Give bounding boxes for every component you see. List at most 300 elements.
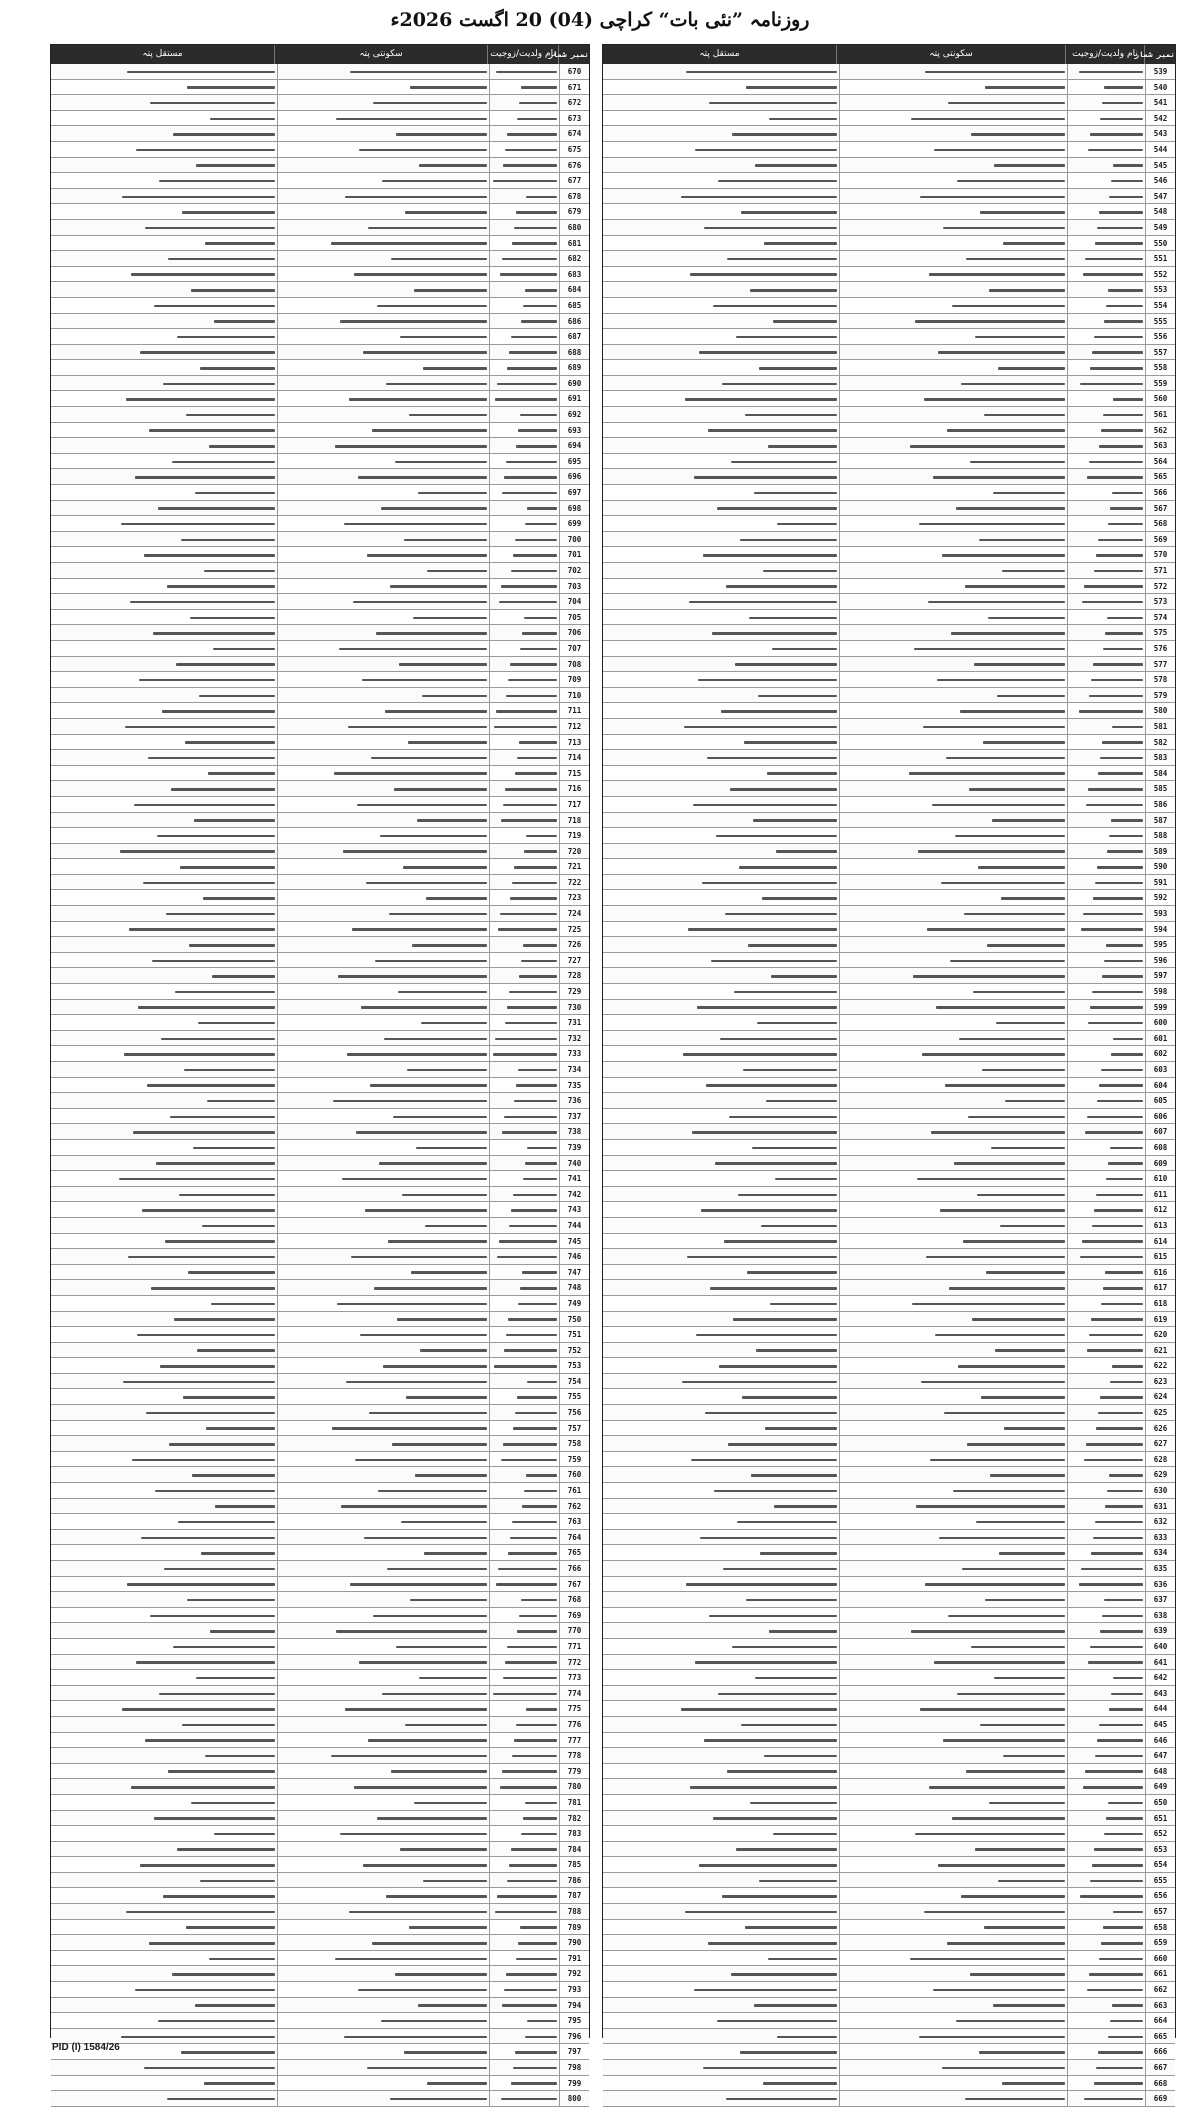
serial-number-cell: 677: [559, 173, 589, 188]
name-cell: [489, 937, 559, 952]
serial-number-cell: 783: [559, 1826, 589, 1841]
serial-number-cell: 624: [1145, 1389, 1175, 1404]
serial-number-cell: 622: [1145, 1358, 1175, 1373]
name-cell: [489, 1873, 559, 1888]
permanent-address-cell: [51, 1592, 277, 1607]
serial-number-cell: 720: [559, 844, 589, 859]
name-cell: [1067, 750, 1145, 765]
residential-address-cell: [277, 906, 489, 921]
name-cell: [489, 532, 559, 547]
residential-address-cell: [277, 890, 489, 905]
serial-number-cell: 717: [559, 797, 589, 812]
permanent-address-cell: [603, 2044, 839, 2059]
name-cell: [1067, 1343, 1145, 1358]
permanent-address-cell: [51, 1280, 277, 1295]
table-row: [603, 1296, 1175, 1312]
name-cell: [489, 703, 559, 718]
name-cell: [489, 220, 559, 235]
permanent-address-cell: [51, 750, 277, 765]
table-row: [51, 95, 589, 111]
permanent-address-cell: [51, 236, 277, 251]
name-cell: [1067, 251, 1145, 266]
name-cell: [489, 1171, 559, 1186]
serial-number-cell: 630: [1145, 1483, 1175, 1498]
permanent-address-cell: [51, 220, 277, 235]
permanent-address-cell: [51, 922, 277, 937]
serial-number-cell: 550: [1145, 236, 1175, 251]
residential-address-cell: [277, 1577, 489, 1592]
table-row: [603, 1312, 1175, 1328]
permanent-address-cell: [603, 688, 839, 703]
permanent-address-cell: [603, 236, 839, 251]
permanent-address-cell: [51, 1655, 277, 1670]
table-row: [603, 750, 1175, 766]
permanent-address-cell: [603, 703, 839, 718]
serial-number-cell: 774: [559, 1686, 589, 1701]
serial-number-cell: 791: [559, 1951, 589, 1966]
permanent-address-cell: [603, 1389, 839, 1404]
serial-number-cell: 707: [559, 641, 589, 656]
name-cell: [489, 454, 559, 469]
residential-address-cell: [277, 314, 489, 329]
residential-address-cell: [277, 1764, 489, 1779]
permanent-address-cell: [51, 1358, 277, 1373]
serial-number-cell: 667: [1145, 2060, 1175, 2075]
permanent-address-cell: [51, 1998, 277, 2013]
name-cell: [1067, 1733, 1145, 1748]
permanent-address-cell: [51, 1920, 277, 1935]
serial-number-cell: 777: [559, 1733, 589, 1748]
serial-number-cell: 671: [559, 80, 589, 95]
permanent-address-cell: [51, 906, 277, 921]
residential-address-cell: [277, 1623, 489, 1638]
permanent-address-cell: [51, 485, 277, 500]
name-cell: [489, 1842, 559, 1857]
residential-address-cell: [839, 1779, 1067, 1794]
table-row: [603, 906, 1175, 922]
serial-number-cell: 681: [559, 236, 589, 251]
table-row: [51, 142, 589, 158]
name-cell: [1067, 1280, 1145, 1295]
table-row: [603, 890, 1175, 906]
serial-number-cell: 584: [1145, 766, 1175, 781]
table-row: [51, 1873, 589, 1889]
residential-address-cell: [839, 142, 1067, 157]
name-cell: [489, 672, 559, 687]
table-row: [603, 1483, 1175, 1499]
residential-address-cell: [277, 2091, 489, 2106]
permanent-address-cell: [603, 2013, 839, 2028]
listing-table-right: [602, 44, 1176, 2104]
residential-address-cell: [839, 1717, 1067, 1732]
permanent-address-cell: [603, 579, 839, 594]
name-cell: [1067, 1109, 1145, 1124]
serial-number-cell: 694: [559, 438, 589, 453]
residential-address-cell: [277, 922, 489, 937]
permanent-address-cell: [51, 641, 277, 656]
serial-number-cell: 565: [1145, 469, 1175, 484]
table-row: [51, 158, 589, 174]
name-cell: [489, 1124, 559, 1139]
table-row: [603, 1655, 1175, 1671]
permanent-address-cell: [603, 672, 839, 687]
table-row: [51, 1701, 589, 1717]
table-row: [603, 1966, 1175, 1982]
serial-number-cell: 548: [1145, 204, 1175, 219]
name-cell: [1067, 875, 1145, 890]
permanent-address-cell: [603, 64, 839, 79]
permanent-address-cell: [51, 1795, 277, 1810]
table-row: [603, 1327, 1175, 1343]
residential-address-cell: [839, 2060, 1067, 2075]
residential-address-cell: [839, 298, 1067, 313]
table-row: [51, 828, 589, 844]
permanent-address-cell: [603, 1701, 839, 1716]
permanent-address-cell: [51, 1935, 277, 1950]
residential-address-cell: [839, 360, 1067, 375]
table-row: [51, 953, 589, 969]
serial-number-cell: 767: [559, 1577, 589, 1592]
residential-address-cell: [277, 579, 489, 594]
serial-number-cell: 702: [559, 563, 589, 578]
name-cell: [489, 1623, 559, 1638]
residential-address-cell: [839, 1530, 1067, 1545]
table-row: [603, 173, 1175, 189]
name-cell: [489, 1078, 559, 1093]
residential-address-cell: [839, 1046, 1067, 1061]
residential-address-cell: [839, 189, 1067, 204]
residential-address-cell: [839, 1982, 1067, 1997]
table-row: [51, 1577, 589, 1593]
table-row: [603, 781, 1175, 797]
name-cell: [489, 282, 559, 297]
serial-number-cell: 553: [1145, 282, 1175, 297]
table-row: [51, 204, 589, 220]
residential-address-cell: [277, 345, 489, 360]
table-row: [51, 1078, 589, 1094]
permanent-address-cell: [51, 1764, 277, 1779]
residential-address-cell: [839, 2076, 1067, 2091]
residential-address-cell: [839, 376, 1067, 391]
permanent-address-cell: [603, 1265, 839, 1280]
residential-address-cell: [839, 1124, 1067, 1139]
table-row: [51, 735, 589, 751]
serial-number-cell: 570: [1145, 547, 1175, 562]
table-row: [51, 688, 589, 704]
permanent-address-cell: [603, 1545, 839, 1560]
permanent-address-cell: [51, 766, 277, 781]
permanent-address-cell: [603, 922, 839, 937]
serial-number-cell: 787: [559, 1888, 589, 1903]
name-cell: [1067, 1452, 1145, 1467]
table-row: [603, 204, 1175, 220]
table-row: [51, 516, 589, 532]
permanent-address-cell: [51, 781, 277, 796]
serial-number-cell: 698: [559, 501, 589, 516]
residential-address-cell: [277, 1031, 489, 1046]
permanent-address-cell: [603, 1296, 839, 1311]
residential-address-cell: [839, 906, 1067, 921]
serial-number-cell: 664: [1145, 2013, 1175, 2028]
name-cell: [489, 1857, 559, 1872]
residential-address-cell: [839, 1156, 1067, 1171]
table-row: [51, 1031, 589, 1047]
serial-number-cell: 775: [559, 1701, 589, 1716]
permanent-address-cell: [51, 501, 277, 516]
table-row: [51, 1670, 589, 1686]
residential-address-cell: [839, 2013, 1067, 2028]
residential-address-cell: [277, 267, 489, 282]
serial-number-cell: 754: [559, 1374, 589, 1389]
table-row: [603, 391, 1175, 407]
table-row: [51, 1187, 589, 1203]
serial-number-cell: 736: [559, 1093, 589, 1108]
residential-address-cell: [277, 1608, 489, 1623]
permanent-address-cell: [603, 501, 839, 516]
permanent-address-cell: [51, 1639, 277, 1654]
serial-number-cell: 773: [559, 1670, 589, 1685]
serial-number-cell: 734: [559, 1062, 589, 1077]
permanent-address-cell: [603, 1187, 839, 1202]
table-row: [51, 1280, 589, 1296]
permanent-address-cell: [51, 1062, 277, 1077]
name-cell: [1067, 454, 1145, 469]
name-cell: [1067, 1389, 1145, 1404]
serial-number-cell: 551: [1145, 251, 1175, 266]
table-row: [51, 859, 589, 875]
serial-number-cell: 554: [1145, 298, 1175, 313]
residential-address-cell: [277, 735, 489, 750]
serial-number-cell: 752: [559, 1343, 589, 1358]
residential-address-cell: [839, 501, 1067, 516]
permanent-address-cell: [51, 1312, 277, 1327]
permanent-address-cell: [603, 813, 839, 828]
name-cell: [1067, 781, 1145, 796]
name-cell: [1067, 1717, 1145, 1732]
table-row: [51, 1265, 589, 1281]
serial-number-cell: 731: [559, 1015, 589, 1030]
residential-address-cell: [277, 797, 489, 812]
name-cell: [1067, 267, 1145, 282]
residential-address-cell: [839, 2044, 1067, 2059]
serial-number-cell: 636: [1145, 1577, 1175, 1592]
table-row: [51, 1327, 589, 1343]
table-body: [603, 64, 1175, 2104]
table-row: [603, 1920, 1175, 1936]
residential-address-cell: [277, 1717, 489, 1732]
serial-number-cell: 585: [1145, 781, 1175, 796]
residential-address-cell: [277, 501, 489, 516]
residential-address-cell: [839, 1171, 1067, 1186]
residential-address-cell: [839, 1187, 1067, 1202]
table-row: [603, 953, 1175, 969]
permanent-address-cell: [603, 563, 839, 578]
serial-number-cell: 676: [559, 158, 589, 173]
serial-number-cell: 599: [1145, 1000, 1175, 1015]
permanent-address-cell: [51, 1530, 277, 1545]
table-row: [603, 2060, 1175, 2076]
permanent-address-cell: [51, 1452, 277, 1467]
permanent-address-cell: [51, 953, 277, 968]
serial-number-cell: 772: [559, 1655, 589, 1670]
name-cell: [489, 2013, 559, 2028]
residential-address-cell: [277, 2029, 489, 2044]
residential-address-cell: [839, 1608, 1067, 1623]
residential-address-cell: [839, 1935, 1067, 1950]
residential-address-cell: [277, 2076, 489, 2091]
name-cell: [489, 1249, 559, 1264]
residential-address-cell: [277, 1545, 489, 1560]
name-cell: [1067, 1187, 1145, 1202]
residential-address-cell: [277, 625, 489, 640]
permanent-address-cell: [603, 1779, 839, 1794]
name-cell: [1067, 1000, 1145, 1015]
table-row: [51, 1826, 589, 1842]
residential-address-cell: [839, 937, 1067, 952]
permanent-address-cell: [603, 1966, 839, 1981]
permanent-address-cell: [603, 1358, 839, 1373]
name-cell: [1067, 1405, 1145, 1420]
name-cell: [489, 1748, 559, 1763]
residential-address-cell: [277, 1655, 489, 1670]
table-row: [603, 1545, 1175, 1561]
residential-address-cell: [839, 251, 1067, 266]
serial-number-cell: 572: [1145, 579, 1175, 594]
permanent-address-cell: [51, 1046, 277, 1061]
serial-number-cell: 655: [1145, 1873, 1175, 1888]
serial-number-cell: 620: [1145, 1327, 1175, 1342]
serial-number-cell: 693: [559, 423, 589, 438]
name-cell: [1067, 1795, 1145, 1810]
permanent-address-cell: [51, 1982, 277, 1997]
name-cell: [1067, 1966, 1145, 1981]
permanent-address-cell: [51, 859, 277, 874]
name-cell: [1067, 828, 1145, 843]
name-cell: [489, 360, 559, 375]
residential-address-cell: [839, 1015, 1067, 1030]
table-row: [603, 1701, 1175, 1717]
serial-number-cell: 601: [1145, 1031, 1175, 1046]
table-row: [603, 1249, 1175, 1265]
serial-number-cell: 645: [1145, 1717, 1175, 1732]
permanent-address-cell: [51, 735, 277, 750]
table-row: [603, 2076, 1175, 2092]
name-cell: [489, 1093, 559, 1108]
table-row: [51, 1811, 589, 1827]
residential-address-cell: [839, 1811, 1067, 1826]
table-row: [603, 158, 1175, 174]
table-row: [603, 516, 1175, 532]
name-cell: [1067, 1904, 1145, 1919]
serial-number-cell: 646: [1145, 1733, 1175, 1748]
name-cell: [489, 1436, 559, 1451]
name-cell: [1067, 1140, 1145, 1155]
permanent-address-cell: [51, 1093, 277, 1108]
serial-number-cell: 647: [1145, 1748, 1175, 1763]
serial-number-cell: 784: [559, 1842, 589, 1857]
permanent-address-cell: [51, 1234, 277, 1249]
serial-number-cell: 741: [559, 1171, 589, 1186]
name-cell: [1067, 1873, 1145, 1888]
residential-address-cell: [277, 1000, 489, 1015]
name-cell: [1067, 1701, 1145, 1716]
name-cell: [489, 2091, 559, 2106]
residential-address-cell: [277, 1811, 489, 1826]
name-cell: [1067, 1608, 1145, 1623]
name-cell: [489, 1015, 559, 1030]
table-row: [51, 298, 589, 314]
residential-address-cell: [839, 953, 1067, 968]
name-cell: [1067, 532, 1145, 547]
table-row: [51, 80, 589, 96]
residential-address-cell: [277, 454, 489, 469]
residential-address-cell: [277, 220, 489, 235]
residential-address-cell: [839, 2029, 1067, 2044]
residential-address-cell: [839, 329, 1067, 344]
serial-number-cell: 750: [559, 1312, 589, 1327]
table-row: [51, 703, 589, 719]
serial-number-cell: 583: [1145, 750, 1175, 765]
table-row: [603, 703, 1175, 719]
name-cell: [489, 1265, 559, 1280]
name-cell: [1067, 1249, 1145, 1264]
permanent-address-cell: [51, 142, 277, 157]
residential-address-cell: [277, 1826, 489, 1841]
serial-number-cell: 733: [559, 1046, 589, 1061]
residential-address-cell: [839, 485, 1067, 500]
serial-number-cell: 711: [559, 703, 589, 718]
table-row: [51, 501, 589, 517]
table-row: [51, 1982, 589, 1998]
residential-address-cell: [839, 781, 1067, 796]
permanent-address-cell: [51, 1405, 277, 1420]
residential-address-cell: [277, 1389, 489, 1404]
name-cell: [489, 314, 559, 329]
permanent-address-cell: [603, 797, 839, 812]
serial-number-cell: 675: [559, 142, 589, 157]
name-cell: [1067, 236, 1145, 251]
name-cell: [489, 1530, 559, 1545]
residential-address-cell: [839, 1545, 1067, 1560]
residential-address-cell: [839, 1966, 1067, 1981]
serial-number-cell: 753: [559, 1358, 589, 1373]
permanent-address-cell: [603, 1171, 839, 1186]
name-cell: [1067, 407, 1145, 422]
permanent-address-cell: [603, 781, 839, 796]
name-cell: [1067, 1670, 1145, 1685]
table-row: [51, 1046, 589, 1062]
residential-address-cell: [839, 1577, 1067, 1592]
table-row: [51, 282, 589, 298]
permanent-address-cell: [51, 1202, 277, 1217]
residential-address-cell: [277, 563, 489, 578]
residential-address-cell: [839, 766, 1067, 781]
residential-address-cell: [839, 657, 1067, 672]
table-row: [603, 844, 1175, 860]
serial-number-cell: 638: [1145, 1608, 1175, 1623]
residential-address-cell: [277, 2060, 489, 2075]
residential-address-cell: [839, 516, 1067, 531]
serial-number-cell: 549: [1145, 220, 1175, 235]
permanent-address-cell: [603, 220, 839, 235]
permanent-address-cell: [603, 438, 839, 453]
name-cell: [489, 1000, 559, 1015]
permanent-address-cell: [51, 1779, 277, 1794]
residential-address-cell: [839, 1733, 1067, 1748]
serial-number-cell: 568: [1145, 516, 1175, 531]
name-cell: [489, 1312, 559, 1327]
permanent-address-cell: [51, 1717, 277, 1732]
